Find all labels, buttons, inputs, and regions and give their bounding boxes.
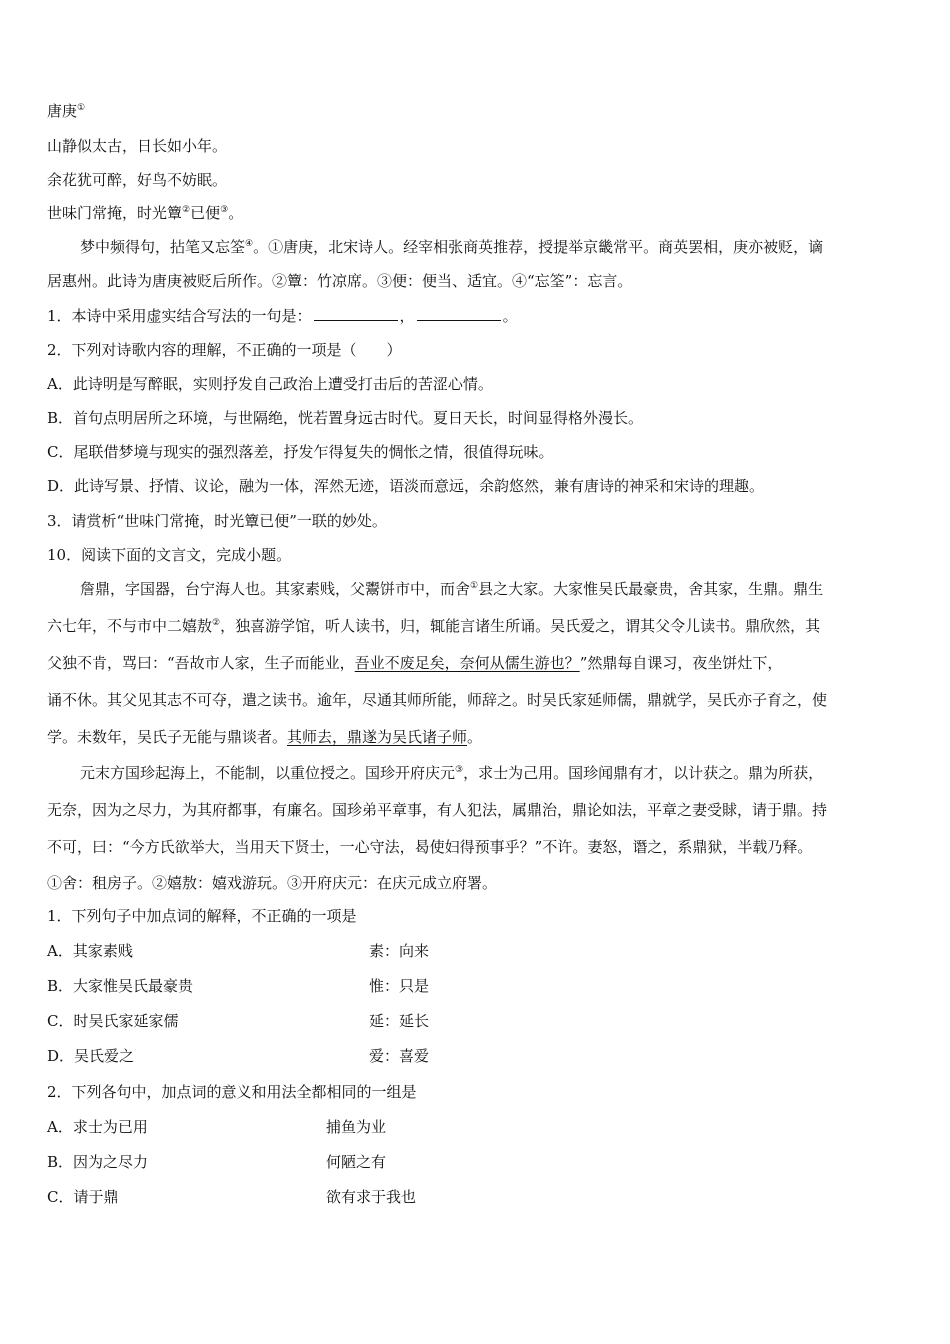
text: 。 [502, 307, 518, 325]
question-text: 2．下列对诗歌内容的理解，不正确的一项是（ [47, 341, 357, 359]
underlined-sentence: 其师去，鼎遂为吴氏诸子师 [287, 728, 468, 746]
sq1-option-d: D．吴氏爱之 [47, 1047, 135, 1065]
footnote-marker: ④ [245, 239, 254, 249]
sq1-gloss-a: 素：向来 [369, 942, 430, 960]
text: 县之大家。大家惟吴氏最豪贵，舍其家，生鼎。鼎生 [478, 580, 824, 598]
text: 学。未数年，吴氏子无能与鼎谈者。 [47, 728, 288, 746]
underlined-sentence: 吾业不废足矣，奈何从儒生游也？ [354, 654, 580, 672]
passage-notes: ①舍：租房子。②嬉敖：嬉戏游玩。③开府庆元：在庆元成立府署。 [47, 874, 498, 892]
text: 詹鼎，字国器，台宁海人也。其家素贱，父鬻饼市中，而舍 [80, 580, 471, 598]
passage-p1-line-4: 诵不休。其父见其志不可夺，遣之读书。逾年，尽通其师所能，师辞之。时吴氏家延师儒，鼎就学，吴氏亦子育之，使 [47, 691, 828, 709]
footnote-marker: ③ [220, 205, 229, 215]
text: 世味门常掩，时光簟 [47, 204, 183, 222]
sq2-pair-c: 欲有求于我也 [326, 1188, 417, 1206]
text: 元末方国珍起海上，不能制，以重位授之。国珍开府庆元 [80, 764, 456, 782]
poem-line-4-and-notes [80, 237, 823, 257]
text: 。 [228, 204, 244, 222]
option-b: B．首句点明居所之环境，与世隔绝，恍若置身远古时代。夏日天长，时间显得格外漫长。 [47, 409, 644, 427]
option-d: D．此诗写景、抒情、议论，融为一体，浑然无迹，语淡而意远，余韵悠然，兼有唐诗的神采和宋诗的理趣。 [47, 477, 765, 495]
poem-title-text: 唐庚 [47, 102, 78, 120]
subquestion-2: 2．下列各句中，加点词的意义和用法全都相同的一组是 [47, 1083, 417, 1101]
poem-line-3 [47, 203, 243, 223]
text: ） [386, 341, 402, 359]
passage-p2-line-3: 不可，曰：“今方氏欲举大，当用天下贤士，一心守法，曷使妇得预事乎？”不许。妻怒，谮之，系鼎狱，半载乃释。 [47, 838, 813, 856]
footnote-marker: ③ [455, 765, 464, 775]
text: 梦中频得句，拈笔又忘筌 [80, 238, 246, 256]
passage-p2-line-1 [80, 763, 823, 783]
question-2 [47, 340, 402, 360]
passage-p1-line-5 [47, 727, 482, 747]
sq1-gloss-d: 爱：喜爱 [369, 1047, 430, 1065]
text: ， [399, 307, 415, 325]
text: 。①唐庚，北宋诗人。经宰相张商英推荐，授提举京畿常平。商英罢相，庚亦被贬，谪 [253, 238, 824, 256]
poem-notes-continued: 居惠州。此诗为唐庚被贬后所作。②簟：竹凉席。③便：便当、适宜。④“忘筌”：忘言。 [47, 272, 633, 290]
sq2-pair-a: 捕鱼为业 [326, 1118, 387, 1136]
sq2-pair-b: 何陋之有 [326, 1153, 387, 1171]
text: 已便 [190, 204, 221, 222]
text: ，求士为己用。国珍闻鼎有才，以计获之。鼎为所获， [463, 764, 824, 782]
answer-blank[interactable] [417, 306, 501, 321]
sq2-option-a: A．求士为已用 [47, 1118, 148, 1136]
text: ，独喜游学馆，听人读书，归，辄能言诸生所诵。吴氏爱之，谓其父令儿读书。鼎欣然，其 [220, 617, 821, 635]
poem-title [47, 101, 85, 121]
footnote-marker: ② [212, 618, 221, 628]
poem-line-2: 余花犹可醉，好鸟不妨眠。 [47, 171, 228, 189]
passage-p1-line-1 [80, 579, 823, 599]
question-3: 3．请赏析“世味门常掩，时光簟已便”一联的妙处。 [47, 512, 387, 530]
sq1-option-b: B．大家惟吴氏最豪贵 [47, 977, 194, 995]
footnote-marker: ② [182, 205, 191, 215]
footnote-marker: ① [77, 103, 86, 113]
passage-p2-line-2: 无奈，因为之尽力，为其府都事，有廉名。国珍弟平章事，有人犯法，属鼎治，鼎论如法，平章之妻受賕，请于鼎。持 [47, 801, 828, 819]
option-a: A．此诗明是写醉眠，实则抒发自己政治上遭受打击后的苦涩心情。 [47, 375, 493, 393]
poem-line-1: 山静似太古，日长如小年。 [47, 137, 228, 155]
sq2-option-c: C．请于鼎 [47, 1188, 119, 1206]
question-text: 1．本诗中采用虚实结合写法的一句是： [47, 307, 312, 325]
footnote-marker: ① [470, 581, 479, 591]
text: ”然鼎每自课习，夜坐饼灶下， [579, 654, 783, 672]
answer-blank[interactable] [314, 306, 398, 321]
sq1-gloss-b: 惟：只是 [369, 977, 430, 995]
sq2-option-b: B．因为之尽力 [47, 1153, 149, 1171]
passage-p1-line-3 [47, 653, 782, 673]
text: 。 [467, 728, 483, 746]
subquestion-1: 1．下列句子中加点词的解释，不正确的一项是 [47, 907, 357, 925]
text: 父独不肯，骂曰：“吾故市人家，生子而能业， [47, 654, 355, 672]
option-c: C．尾联借梦境与现实的强烈落差，抒发乍得复失的惆怅之情，很值得玩味。 [47, 443, 554, 461]
question-10-heading: 10．阅读下面的文言文，完成小题。 [47, 546, 292, 564]
sq1-gloss-c: 延：延长 [369, 1012, 430, 1030]
sq1-option-a: A．其家素贱 [47, 942, 133, 960]
sq1-option-c: C．时吴氏家延家儒 [47, 1012, 179, 1030]
text: 六七年，不与市中二嬉敖 [47, 617, 213, 635]
question-1 [47, 306, 518, 326]
passage-p1-line-2 [47, 616, 820, 636]
